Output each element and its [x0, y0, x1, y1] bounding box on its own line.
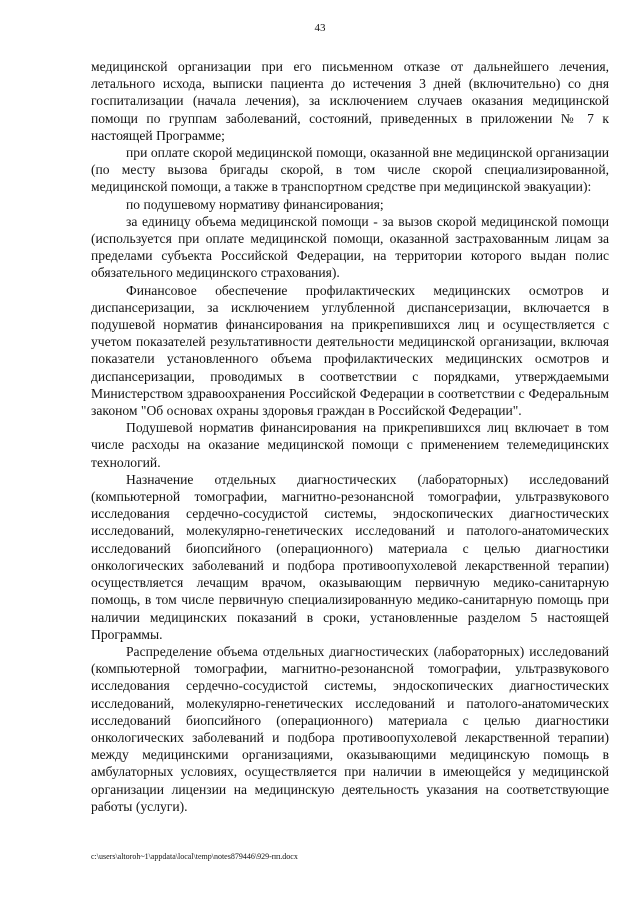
paragraph-2: при оплате скорой медицинской помощи, оказанной вне медицинской организации (по месту вызова бригады скорой, в том числе скорой специализированной, медицинской помощи, а также в транспортном средстве при медицинской эвакуации): [91, 145, 609, 195]
paragraph-8: Распределение объема отдельных диагностических (лабораторных) исследований (компьютерной томографии, магнитно-резонансной томографии, ультразвукового исследования сердечно-сосудистой системы, эндоскопических диагностических исследований, молекулярно-генетических исследований и патолого-анатомических исследований биопсийного (операционного) материала с целью диагностики онкологических заболеваний и подбора противоопухолевой лекарственной терапии) между медицинскими организациями, оказывающими медицинскую помощь в амбулаторных условиях, осуществляется при наличии в имеющейся у медицинской организации лицензии на медицинскую деятельность указания на соответствующие работы (услуги). [91, 643, 609, 814]
paragraph-6: Подушевой норматив финансирования на прикрепившихся лиц включает в том числе расходы на оказание медицинской помощи с применением телемедицинских технологий. [91, 420, 609, 470]
paragraph-7: Назначение отдельных диагностических (лабораторных) исследований (компьютерной томографии, магнитно-резонансной томографии, ультразвукового исследования сердечно-сосудистой системы, эндоскопических диагностических исследований, молекулярно-генетических исследований и патолого-анатомических исследований биопсийного (операционного) материала с целью диагностики онкологических заболеваний и подбора противоопухолевой лекарственной терапии) осуществляется лечащим врачом, оказывающим первичную медико-санитарную помощь, в том числе первичную специализированную медико-санитарную помощь при наличии медицинских показаний в сроки, установленные разделом 5 настоящей Программы. [91, 471, 609, 642]
paragraph-3: по подушевому нормативу финансирования; [126, 196, 384, 212]
document-body [91, 58, 609, 815]
paragraph-5: Финансовое обеспечение профилактических медицинских осмотров и диспансеризации, за исключением углубленной диспансеризации, включается в подушевой норматив финансирования на прикрепившихся лиц и осуществляется с учетом показателей результативности деятельности медицинской организации, включая показатели установленного объема профилактических медицинских осмотров и диспансеризации, проводимых в соответствии с порядками, утверждаемыми Министерством здравоохранения Российской Федерации в соответствии с Федеральным законом "Об основах охраны здоровья граждан в Российской Федерации". [91, 282, 609, 419]
footer-file-path: c:\users\altoroh~1\appdata\local\temp\notes879446\929-пп.docx [91, 852, 298, 861]
paragraph-4: за единицу объема медицинской помощи - за вызов скорой медицинской помощи (используется при оплате медицинской помощи, оказанной застрахованным лицам за пределами субъекта Российской Федерации, на территории которого выдан полис обязательного медицинского страхования). [91, 213, 609, 281]
paragraph-1: медицинской организации при его письменном отказе от дальнейшего лечения, летального исхода, выписки пациента до истечения 3 дней (включительно) со дня госпитализации (начала лечения), за исключением случаев оказания медицинской помощи по группам заболеваний, состояний, приведенных в приложении № 7 к настоящей Программе; [91, 59, 609, 143]
page-number: 43 [314, 22, 326, 34]
